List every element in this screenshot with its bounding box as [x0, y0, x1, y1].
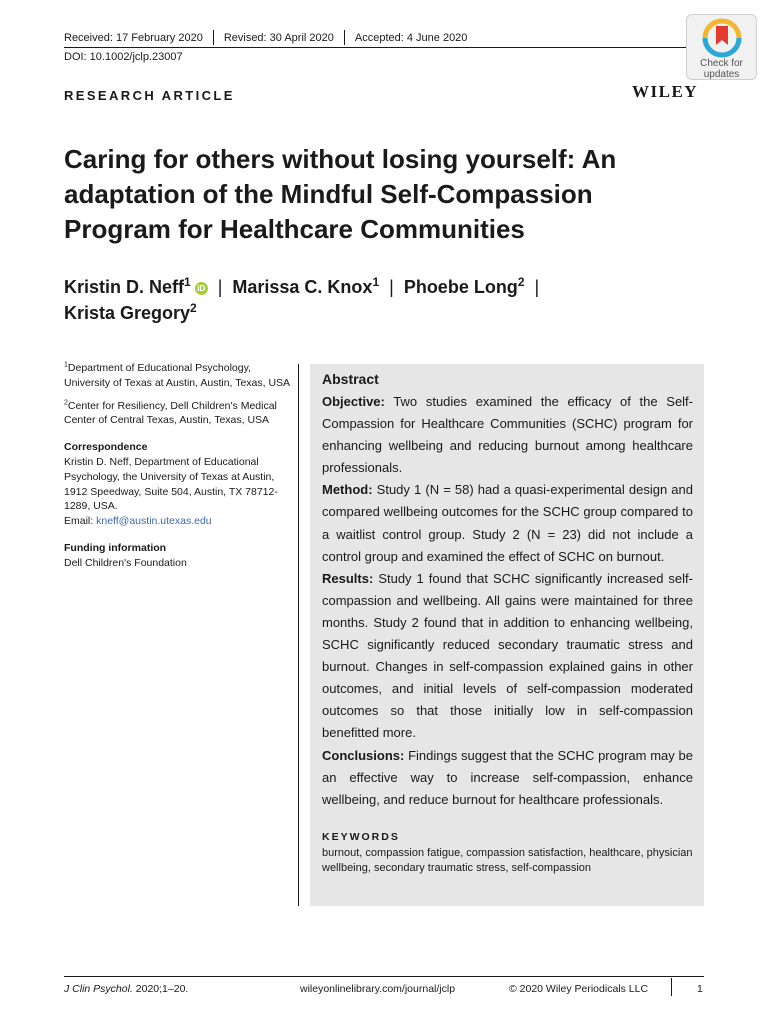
affiliation-text: Department of Educational Psychology, University of Texas at Austin, Austin, Texas, USA [64, 362, 291, 389]
correspondence-block [64, 455, 292, 529]
affiliation-text: Center for Resiliency, Dell Children's Medical Center of Central Texas, Austin, Texas, USA [64, 399, 277, 427]
abstract-conclusions [322, 745, 693, 811]
funding-heading: Funding information [64, 541, 167, 554]
keywords-list: burnout, compassion fatigue, compassion satisfaction, healthcare, physician wellbeing, secondary traumatic stress, self-compassion [322, 846, 693, 874]
author-affiliation-mark: 2 [517, 275, 525, 289]
header-rule [64, 47, 704, 48]
funding-text: Dell Children's Foundation [64, 556, 187, 569]
date-divider [344, 30, 345, 45]
section-text: Study 1 (N = 58) had a quasi-experimental design and compared wellbeing outcomes for the SCHC group compared to a waitlist control group. Study 2 (N = 23) did not include a control group and examined the effect of SCHC on burnout. [322, 482, 693, 564]
journal-url[interactable]: wileyonlinelibrary.com/journal/jclp [300, 983, 456, 995]
footer-divider [671, 978, 672, 996]
affiliation [64, 361, 292, 391]
email-link[interactable]: kneff@austin.utexas.edu [96, 515, 212, 528]
email-label: Email: [64, 515, 94, 528]
keywords-heading: KEYWORDS [322, 830, 400, 843]
section-text: Two studies examined the efficacy of the Self-Compassion for Healthcare Communities (SCHC) program for enhancing wellbeing and reducing burnout among healthcare professionals. [322, 394, 693, 476]
author-affiliation-mark: 1 [184, 275, 191, 289]
article-title: Caring for others without losing yourself: An adaptation of the Mindful Self-Compassion Program for Healthcare Communities [64, 144, 617, 244]
date-divider [213, 30, 214, 45]
accepted-date: Accepted: 4 June 2020 [354, 31, 468, 44]
author-name[interactable]: Kristin D. Neff [64, 277, 185, 297]
article-type: RESEARCH ARTICLE [64, 88, 235, 103]
citation-text: 2020;1–20. [135, 983, 189, 995]
journal-name: J Clin Psychol. [64, 983, 133, 995]
author-name[interactable]: Phoebe Long [403, 277, 518, 297]
check-for-updates-line2: updates [703, 69, 740, 80]
section-text: Study 1 found that SCHC significantly increased self-compassion and wellbeing. All gains were maintained for three months. Study 2 found that in addition to enhancing wellbeing, SCHC significantly reduced secondary traumatic stress and burnout. Changes in self-compassion explained gains in other outcomes, and initial levels of self-compassion moderated outcomes so that those initially low in self-compassion benefitted more. [322, 570, 693, 741]
column-divider [298, 364, 299, 906]
correspondence-text: Kristin D. Neff, Department of Educational Psychology, the University of Texas at Austin, 1912 Speedway, Suite 504, Austin, TX 78712-1289, USA. [64, 455, 278, 513]
affiliation-number: 2 [64, 399, 68, 407]
abstract-objective [322, 391, 693, 479]
check-for-updates-line1: Check for [700, 58, 743, 69]
doi[interactable]: DOI: 10.1002/jclp.23007 [64, 51, 183, 63]
orcid-icon[interactable]: iD [195, 282, 208, 295]
footer-rule [64, 976, 704, 977]
author-separator: | [217, 277, 223, 297]
author-name[interactable]: Krista Gregory [64, 303, 191, 323]
section-label: Conclusions: [322, 747, 405, 763]
section-text: Findings suggest that the SCHC program may be an effective way to increase self-compassion, enhance wellbeing, and reduce burnout for healthcare professionals. [322, 747, 693, 807]
article-info-column [64, 361, 292, 579]
check-for-updates-badge[interactable] [686, 14, 757, 80]
affiliation-number: 1 [64, 361, 68, 369]
abstract-results [322, 568, 693, 745]
page-number: 1 [697, 983, 703, 995]
author-affiliation-mark: 1 [372, 275, 380, 289]
section-label: Objective: [322, 394, 385, 409]
revised-date: Revised: 30 April 2020 [223, 31, 334, 44]
author-separator: | [534, 277, 540, 297]
article-dates [64, 30, 467, 45]
author-affiliation-mark: 2 [190, 301, 197, 315]
affiliation [64, 399, 292, 429]
abstract-heading: Abstract [322, 371, 379, 387]
copyright: © 2020 Wiley Periodicals LLC [509, 983, 649, 995]
author-list [64, 274, 704, 326]
section-label: Results: [322, 570, 374, 586]
section-label: Method: [322, 482, 373, 498]
correspondence-heading: Correspondence [64, 441, 148, 454]
crossmark-icon [702, 18, 742, 58]
author-separator: | [389, 277, 394, 297]
author-name[interactable]: Marissa C. Knox [232, 277, 373, 297]
abstract-box [310, 364, 704, 906]
publisher-logo: WILEY [632, 82, 699, 101]
abstract-method [322, 479, 693, 567]
received-date: Received: 17 February 2020 [64, 31, 203, 44]
journal-citation [64, 983, 188, 995]
